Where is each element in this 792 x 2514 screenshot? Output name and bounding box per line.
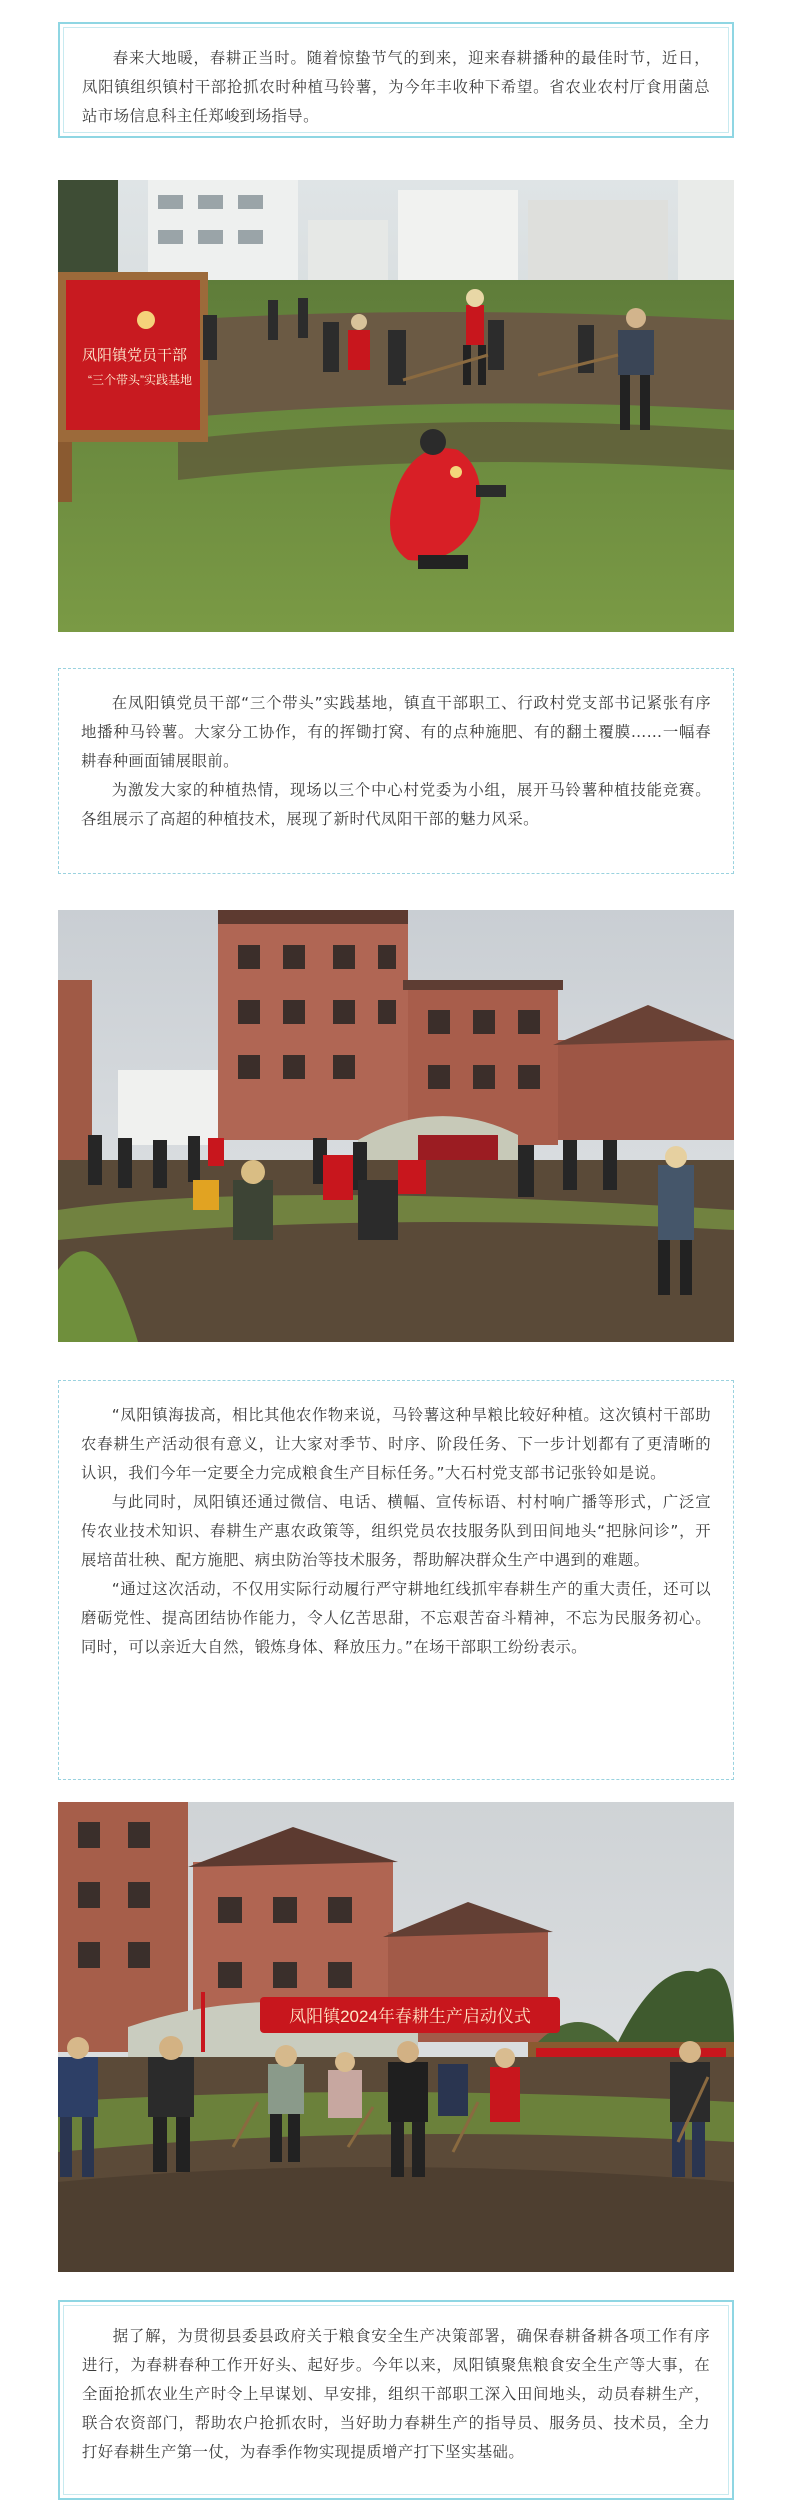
interview-paragraph-3: “通过这次活动，不仅用实际行动履行严守耕地红线抓牢春耕生产的重大责任，还可以磨砺党性、提高团结协作能力，令人亿苦思甜，不忘艰苦奋斗精神，不忘为民服务初心。同时，可以亲近大自然，锻炼身体、释放压力。”在场干部职工纷纷表示。 [81, 1580, 711, 1656]
intro-paragraph: 春来大地暖，春耕正当时。随着惊蛰节气的到来，迎来春耕播种的最佳时节，近日，凤阳镇组织镇村干部抢抓农时种植马铃薯，为今年丰收种下希望。省农业农村厅食用菌总站市场信息科主任郑峻到场指导。 [82, 49, 710, 125]
photo-brick-buildings [58, 910, 734, 1342]
interview-text-box [58, 1380, 734, 1780]
launch-ceremony-image [58, 1802, 734, 2272]
summary-text-box [58, 2300, 734, 2500]
summary-paragraph: 据了解，为贯彻县委县政府关于粮食安全生产决策部署，确保春耕备耕各项工作有序进行，为春耕春种工作开好头、起好步。今年以来，凤阳镇聚焦粮食安全生产等大事，在全面抢抓农业生产时令上早谋划、早安排，组织干部职工深入田间地头，动员春耕生产，联合农资部门，帮助农户抢抓农时，当好助力春耕生产的指导员、服务员、技术员，全力打好春耕生产第一仗，为春季作物实现提质增产打下坚实基础。 [82, 2327, 710, 2461]
photo-launch-ceremony [58, 1802, 734, 2272]
intro-text-box [58, 22, 734, 138]
sign-line1: 凤阳镇党员干部 [82, 347, 188, 364]
ceremony-banner-text: 凤阳镇2024年春耕生产启动仪式 [289, 2007, 531, 2026]
interview-paragraph-1: “凤阳镇海拔高，相比其他农作物来说，马铃薯这种旱粮比较好种植。这次镇村干部助农春耕生产活动很有意义，让大家对季节、时序、阶段任务、下一步计划都有了更清晰的认识，我们今年一定要全力完成粮食生产目标任务。”大石村党支部书记张铃如是说。 [81, 1406, 711, 1482]
base-activity-paragraph-2: 为激发大家的种植热情，现场以三个中心村党委为小组，展开马铃薯种植技能竞赛。各组展示了高超的种植技术，展现了新时代凤阳干部的魅力风采。 [81, 781, 711, 828]
photo-planting-field [58, 180, 734, 632]
base-activity-paragraph-1: 在凤阳镇党员干部“三个带头”实践基地，镇直干部职工、行政村党支部书记紧张有序地播种马铃薯。大家分工协作，有的挥锄打窝、有的点种施肥、有的翻土覆膜……一幅春耕春种画面铺展眼前。 [81, 694, 711, 770]
planting-field-image [58, 180, 734, 632]
base-activity-text-box [58, 668, 734, 874]
brick-buildings-image [58, 910, 734, 1342]
interview-paragraph-2: 与此同时，凤阳镇还通过微信、电话、横幅、宣传标语、村村响广播等形式，广泛宣传农业技术知识、春耕生产惠农政策等，组织党员农技服务队到田间地头“把脉问诊”，开展培苗壮秧、配方施肥、病虫防治等技术服务，帮助解决群众生产中遇到的难题。 [81, 1493, 711, 1569]
sign-line2: “三个带头”实践基地 [88, 373, 192, 387]
